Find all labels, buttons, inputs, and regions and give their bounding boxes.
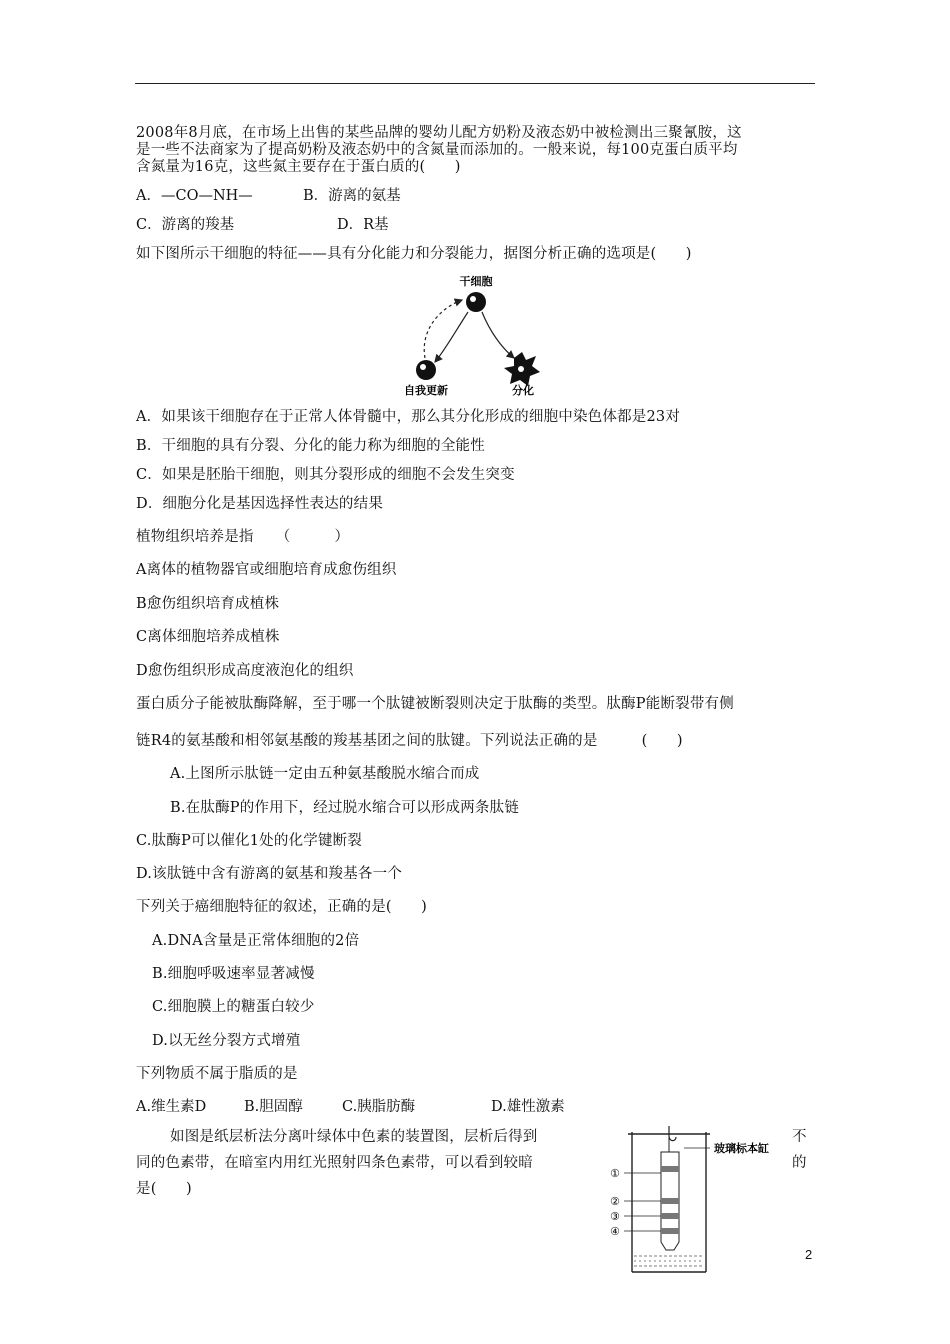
q2-option-b: B．干细胞的具有分裂、分化的能力称为细胞的全能性	[136, 438, 485, 454]
stem-cell-label: 干细胞	[459, 275, 493, 288]
self-renewal-label: 自我更新	[404, 384, 448, 397]
q6-stem: 下列物质不属于脂质的是	[136, 1066, 298, 1082]
q4-option-b: B.在肽酶P的作用下，经过脱水缩合可以形成两条肽链	[170, 800, 520, 816]
differentiation-label: 分化	[512, 384, 534, 397]
band-4	[661, 1228, 679, 1234]
q4-option-a: A.上图所示肽链一定由五种氨基酸脱水缩合而成	[170, 766, 480, 782]
jar-label: 玻璃标本缸	[714, 1142, 769, 1155]
q7-line-2: 同的色素带，在暗室内用红光照射四条色素带，可以看到较暗	[136, 1155, 533, 1171]
q3-option-d: D愈伤组织形成高度液泡化的组织	[136, 663, 354, 679]
differentiation-arrow	[482, 312, 514, 358]
band-label-4: ④	[610, 1225, 620, 1238]
division-arrow-left	[435, 312, 468, 362]
band-3	[661, 1213, 679, 1219]
q3-option-c: C离体细胞培养成植株	[136, 629, 280, 645]
q2-stem: 如下图所示干细胞的特征——具有分化能力和分裂能力，据图分析正确的选项是( )	[136, 246, 692, 262]
q1-line-2: 是一些不法商家为了提高奶粉及液态奶中的含氮量而添加的。一般来说，每100克蛋白质平均	[136, 142, 738, 158]
q3-option-a: A离体的植物器官或细胞培育成愈伤组织	[136, 562, 397, 578]
q4-line-2: 链R4的氨基酸和相邻氨基酸的羧基基团之间的肽键。下列说法正确的是 ( )	[136, 733, 683, 749]
q1-option-b: B．游离的氨基	[303, 188, 401, 204]
self-renewal-dashed-arrow	[424, 300, 462, 358]
q6-option-d: D.雄性激素	[491, 1099, 565, 1115]
q6-option-b: B.胆固醇	[244, 1099, 303, 1115]
band-label-3: ③	[610, 1210, 620, 1223]
q6-option-c: C.胰脂肪酶	[342, 1099, 416, 1115]
band-2	[661, 1198, 679, 1204]
q3-option-b: B愈伤组织培育成植株	[136, 596, 280, 612]
q4-line-1: 蛋白质分子能被肽酶降解，至于哪一个肽键被断裂则决定于肽酶的类型。肽酶P能断裂带有侧	[136, 696, 734, 712]
q2-option-a: A．如果该干细胞存在于正常人体骨髓中，那么其分化形成的细胞中染色体都是23对	[136, 409, 681, 425]
band-label-1: ①	[610, 1167, 620, 1180]
q7-right-fragment-2: 的	[792, 1155, 807, 1171]
q1-option-d: D．R基	[337, 217, 389, 233]
q7-line-3: 是( )	[136, 1181, 192, 1197]
q4-option-c: C.肽酶P可以催化1处的化学键断裂	[136, 833, 363, 849]
stem-cell-figure	[390, 270, 560, 398]
q2-option-d: D．细胞分化是基因选择性表达的结果	[136, 496, 384, 512]
q5-option-b: B.细胞呼吸速率显著减慢	[152, 966, 315, 982]
q7-right-fragment-1: 不	[792, 1129, 807, 1145]
header-rule	[135, 83, 815, 84]
chromatography-figure	[606, 1122, 786, 1276]
q4-option-d: D.该肽链中含有游离的氨基和羧基各一个	[136, 866, 403, 882]
q6-option-a: A.维生素D	[136, 1099, 207, 1115]
solvent-layer	[634, 1256, 704, 1266]
q2-option-c: C．如果是胚胎干细胞，则其分裂形成的细胞不会发生突变	[136, 467, 515, 483]
renewed-cell-circle	[416, 360, 436, 380]
stem-cell-circle	[466, 292, 486, 312]
band-1	[661, 1166, 679, 1172]
page-number: 2	[805, 1247, 813, 1262]
q1-line-1: 2008年8月底，在市场上出售的某些品牌的婴幼儿配方奶粉及液态奶中被检测出三聚氰胺，这	[136, 125, 742, 141]
q5-option-a: A.DNA含量是正常体细胞的2倍	[152, 933, 360, 949]
q7-line-1: 如图是纸层析法分离叶绿体中色素的装置图，层析后得到	[170, 1129, 538, 1145]
q1-option-c: C．游离的羧基	[136, 217, 235, 233]
q3-stem: 植物组织培养是指 （ ）	[136, 529, 350, 545]
q5-stem: 下列关于癌细胞特征的叙述，正确的是( )	[136, 899, 428, 915]
band-label-2: ②	[610, 1195, 620, 1208]
q5-option-d: D.以无丝分裂方式增殖	[152, 1033, 301, 1049]
q1-option-a: A．—CO—NH—	[136, 188, 253, 204]
q5-option-c: C.细胞膜上的糖蛋白较少	[152, 999, 315, 1015]
q1-line-3: 含氮量为16克，这些氮主要存在于蛋白质的( )	[136, 159, 461, 175]
